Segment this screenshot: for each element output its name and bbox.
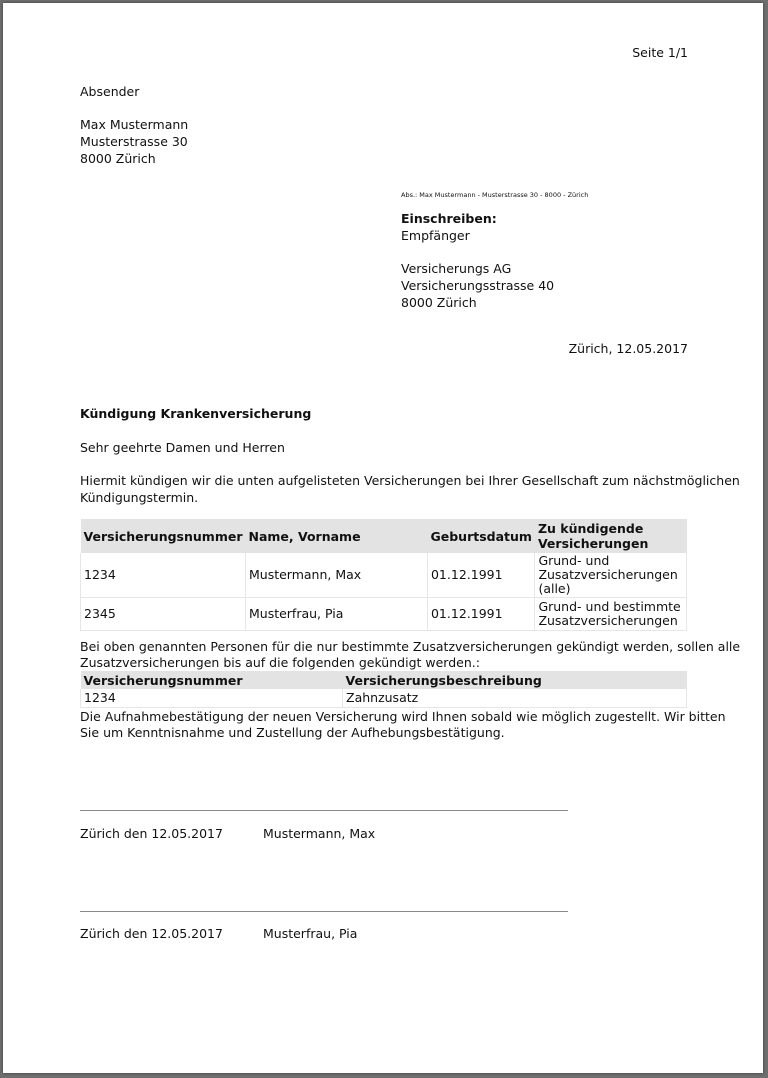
table-row (81, 689, 687, 708)
sender-name: Max Mustermann (80, 117, 189, 132)
recipient-label: Empfänger (401, 228, 470, 243)
signature-name: Mustermann, Max (263, 826, 376, 841)
recipient-street: Versicherungsstrasse 40 (401, 278, 555, 293)
table-cell: 1234 (81, 553, 246, 598)
column-header: Versicherungsnummer (81, 519, 246, 553)
sender-city: 8000 Zürich (80, 151, 156, 166)
signature-place-date: Zürich den 12.05.2017 (80, 926, 223, 941)
salutation: Sehr geehrte Damen und Herren (80, 440, 285, 455)
column-header: Zu kündigende Versicherungen (535, 519, 687, 553)
intro-line-2: Kündigungstermin. (80, 490, 199, 505)
column-header: Versicherungsbeschreibung (343, 671, 687, 689)
exception-table (80, 671, 687, 708)
signature-line (80, 911, 568, 912)
insurance-table (80, 519, 687, 631)
table-cell: 01.12.1991 (427, 598, 534, 631)
paragraph-3-line-1: Die Aufnahmebestätigung der neuen Versicherung wird Ihnen sobald wie möglich zugestellt. Wir bitten (80, 709, 726, 724)
table-cell: 01.12.1991 (427, 553, 534, 598)
paragraph-2-line-2: Zusatzversicherungen bis auf die folgenden gekündigt werden.: (80, 655, 480, 670)
letter-date: Zürich, 12.05.2017 (568, 341, 688, 356)
delivery-method: Einschreiben: (401, 211, 497, 226)
table-cell: Mustermann, Max (245, 553, 427, 598)
table-header-row (81, 671, 687, 689)
table-header-row (81, 519, 687, 553)
sender-heading: Absender (80, 84, 140, 99)
signature-line (80, 810, 568, 811)
table-cell: Grund- und bestimmte Zusatzversicherungen (535, 598, 687, 631)
paragraph-3-line-2: Sie um Kenntnisnahme und Zustellung der Aufhebungsbestätigung. (80, 725, 505, 740)
table-cell: Musterfrau, Pia (245, 598, 427, 631)
signature-name: Musterfrau, Pia (263, 926, 358, 941)
signature-place-date: Zürich den 12.05.2017 (80, 826, 223, 841)
subject-line: Kündigung Krankenversicherung (80, 406, 312, 421)
sender-street: Musterstrasse 30 (80, 134, 188, 149)
recipient-city: 8000 Zürich (401, 295, 477, 310)
return-address: Abs.: Max Mustermann - Musterstrasse 30 - 8000 - Zürich (401, 191, 589, 199)
table-cell: 1234 (81, 689, 343, 708)
column-header: Versicherungsnummer (81, 671, 343, 689)
paragraph-2-line-1: Bei oben genannten Personen für die nur bestimmte Zusatzversicherungen gekündigt werden, sollen alle (80, 639, 741, 654)
table-cell: Grund- und Zusatzversicherungen (alle) (535, 553, 687, 598)
page-number: Seite 1/1 (632, 45, 688, 60)
table-cell: Zahnzusatz (343, 689, 687, 708)
intro-line-1: Hiermit kündigen wir die unten aufgelisteten Versicherungen bei Ihrer Gesellschaft zum nächstmöglichen (80, 473, 740, 488)
table-row (81, 553, 687, 598)
column-header: Geburtsdatum (427, 519, 534, 553)
document-page (3, 3, 763, 1073)
table-row (81, 598, 687, 631)
column-header: Name, Vorname (245, 519, 427, 553)
table-cell: 2345 (81, 598, 246, 631)
recipient-company: Versicherungs AG (401, 261, 512, 276)
